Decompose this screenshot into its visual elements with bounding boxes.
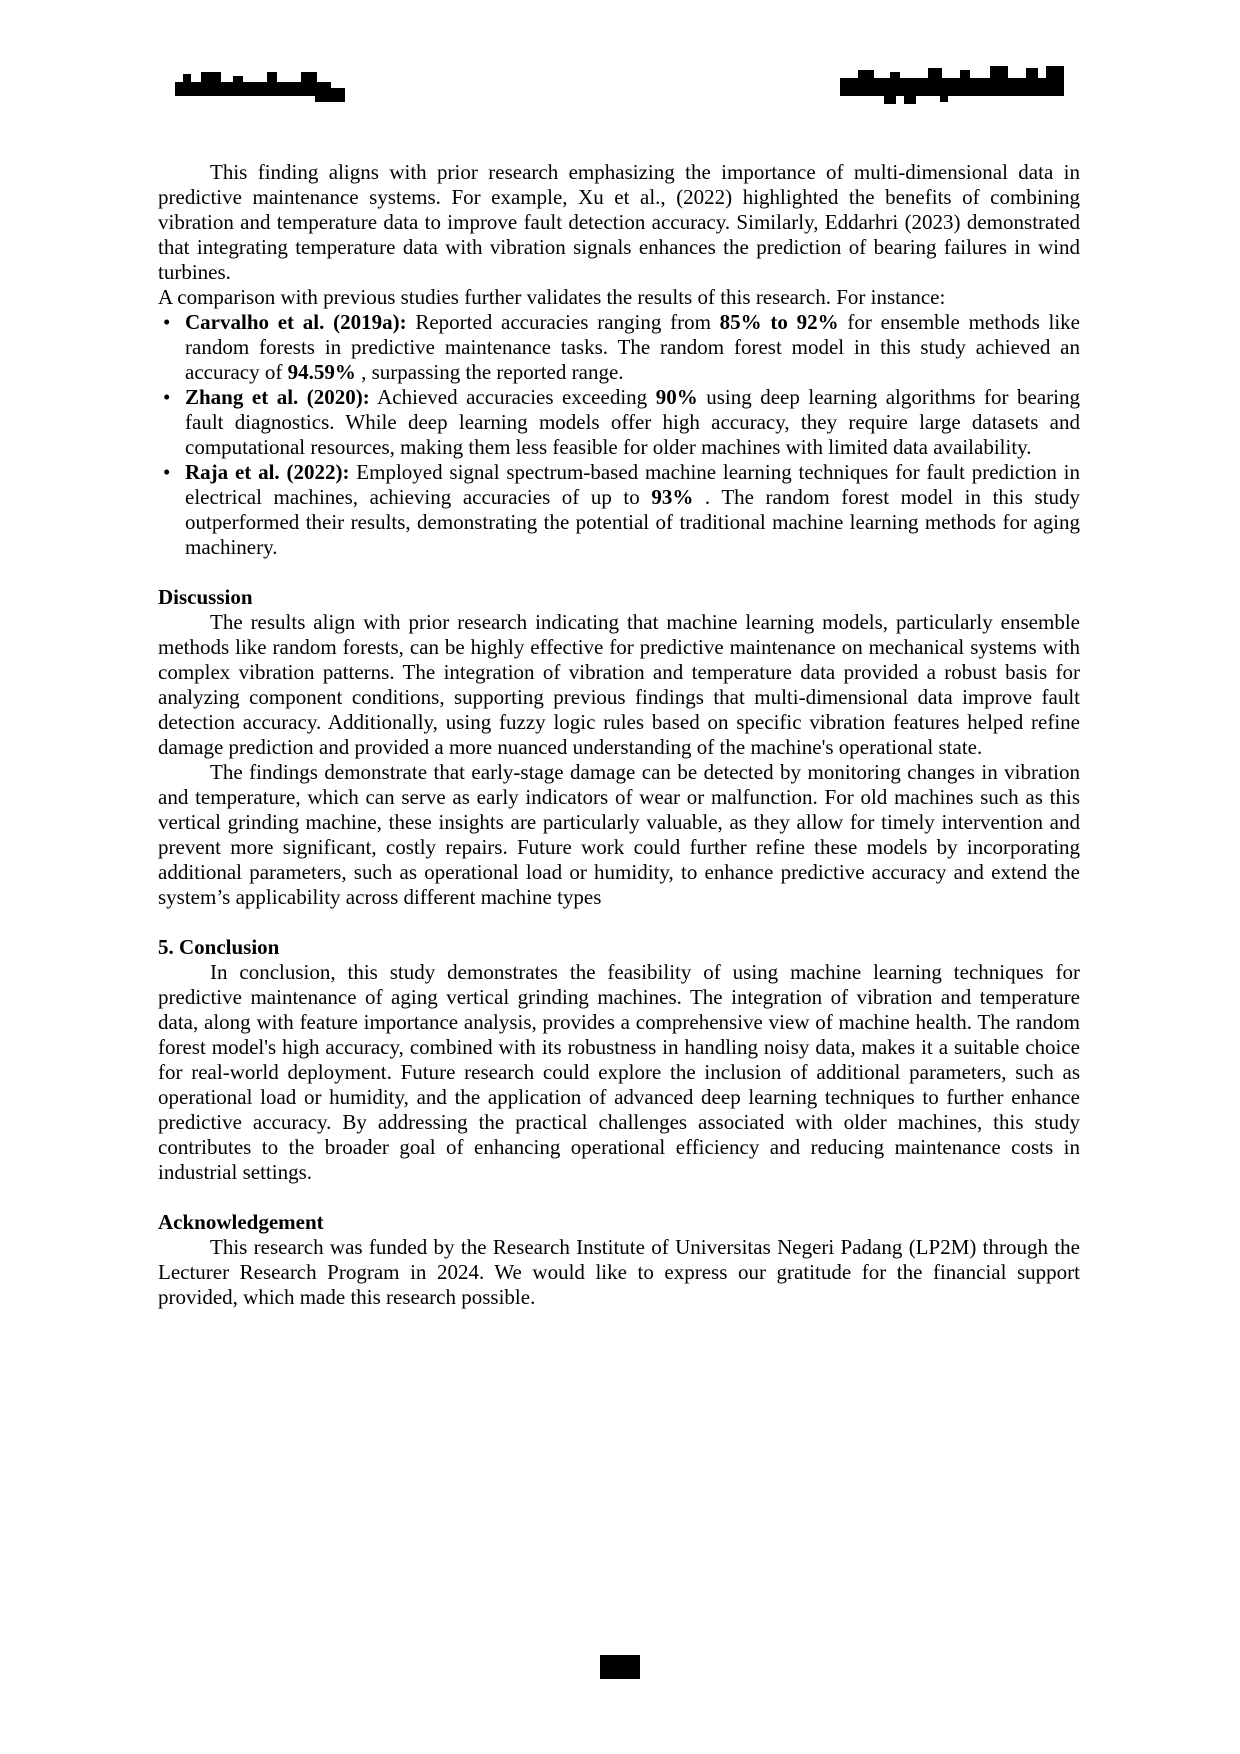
discussion-paragraph-2: The findings demonstrate that early-stage damage can be detected by monitoring changes in vibration and temperature, which can serve as early indicators of wear or malfunction. For old machines such as this vertical grinding machine, these insights are particularly valuable, as they allow for timely intervention and prevent more significant, costly repairs. Future work could further refine these models by incorporating additional parameters, such as operational load or humidity, to enhance predictive accuracy and extend the system’s applicability across different machine types — [158, 760, 1080, 909]
bullet-text: . The random forest model in this study outperformed their results, demonstrating the potential of traditional machine learning methods for aging machinery. — [185, 485, 1080, 559]
bullet-label: Raja et al. (2022): — [185, 460, 350, 484]
acknowledgement-paragraph: This research was funded by the Research Institute of Universitas Negeri Padang (LP2M) through the Lecturer Research Program in 2024. We would like to express our gratitude for the financial support provided, which made this research possible. — [158, 1235, 1080, 1309]
bullet-icon: • — [163, 460, 171, 484]
intro-paragraph: This finding aligns with prior research emphasizing the importance of multi-dimensional data in predictive maintenance systems. For example, Xu et al., (2022) highlighted the benefits of combining vibration and temperature data to improve fault detection accuracy. Similarly, Eddarhri (2023) demonstrated that integrating temperature data with vibration signals enhances the prediction of bearing failures in wind turbines. — [158, 160, 1080, 284]
bullet-text: using deep learning algorithms for bearing fault diagnostics. While deep learning models offer high accuracy, they require large datasets and computational resources, making them less feasible for older machines with limited data availability. — [185, 385, 1080, 459]
bullet-label: Zhang et al. (2020): — [185, 385, 370, 409]
bullet-text: for ensemble methods like random forests in predictive maintenance tasks. The random forest model in this study achieved an accuracy of — [185, 310, 1080, 384]
discussion-paragraph-1: The results align with prior research indicating that machine learning models, particularly ensemble methods like random forests, can be highly effective for predictive maintenance on mechanical systems with complex vibration patterns. The integration of vibration and temperature data provided a robust basis for analyzing component conditions, supporting previous findings that multi-dimensional data improve fault detection accuracy. Additionally, using fuzzy logic rules based on specific vibration features helped refine damage prediction and provided a more nuanced understanding of the machine's operational state. — [158, 610, 1080, 759]
bullet-text: Employed signal spectrum-based machine learning techniques for fault prediction in electrical machines, achieving accuracies of up to — [185, 460, 1080, 509]
reference-bullet-carvalho — [158, 310, 1080, 385]
bullet-text: , surpassing the reported range. — [355, 360, 624, 384]
reference-bullet-raja — [158, 460, 1080, 560]
comparison-paragraph: A comparison with previous studies further validates the results of this research. For instance: — [158, 285, 946, 309]
conclusion-heading: 5. Conclusion — [158, 935, 280, 959]
redacted-header-right — [840, 62, 1064, 111]
bullet-bold-value: 93% — [651, 485, 694, 509]
bullet-bold-value: 94.59% — [287, 360, 356, 384]
article-body — [158, 160, 1080, 1310]
bullet-text: Reported accuracies ranging from — [406, 310, 720, 334]
redacted-header-left — [175, 68, 345, 109]
acknowledgement-heading: Acknowledgement — [158, 1210, 324, 1234]
bullet-bold-value: 85% to 92% — [719, 310, 839, 334]
reference-comparison-list — [158, 310, 1080, 560]
discussion-heading: Discussion — [158, 585, 253, 609]
bullet-bold-value: 90% — [655, 385, 698, 409]
redacted-page-number — [600, 1655, 640, 1679]
conclusion-paragraph: In conclusion, this study demonstrates the feasibility of using machine learning techniques for predictive maintenance of aging vertical grinding machines. The integration of vibration and temperature data, along with feature importance analysis, provides a comprehensive view of machine health. The random forest model's high accuracy, combined with its robustness in handling noisy data, makes it a suitable choice for real-world deployment. Future research could explore the inclusion of additional parameters, such as operational load or humidity, and the application of advanced deep learning techniques to further enhance predictive accuracy. By addressing the practical challenges associated with older machines, this study contributes to the broader goal of enhancing operational efficiency and reducing maintenance costs in industrial settings. — [158, 960, 1080, 1184]
bullet-label: Carvalho et al. (2019a): — [185, 310, 407, 334]
reference-bullet-zhang — [158, 385, 1080, 460]
bullet-icon: • — [163, 385, 171, 409]
bullet-icon: • — [163, 310, 171, 334]
bullet-text: Achieved accuracies exceeding — [369, 385, 656, 409]
